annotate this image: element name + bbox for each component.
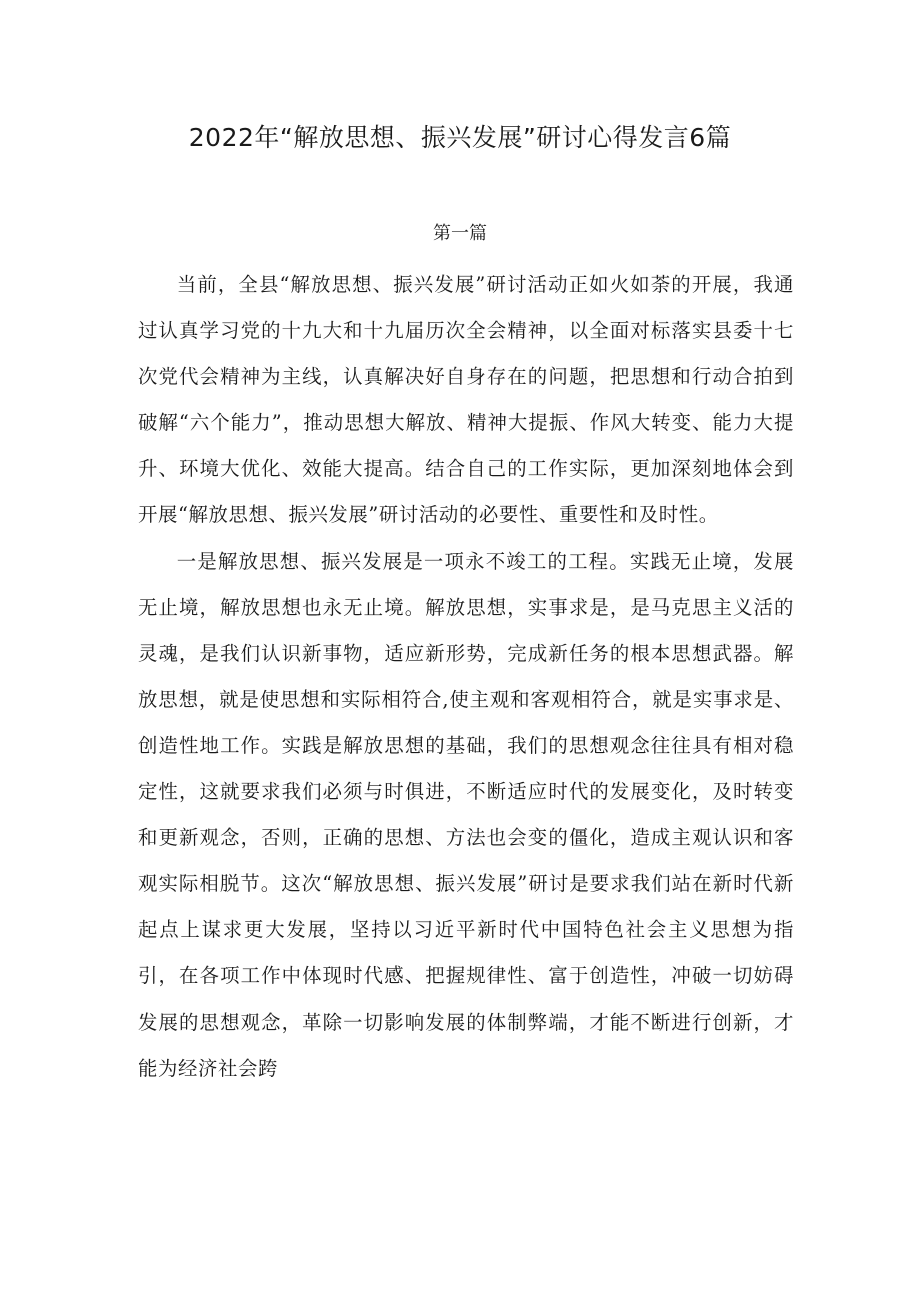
document-title: 2022年“解放思想、振兴发展”研讨心得发言6篇 <box>188 123 732 152</box>
paragraph: 一是解放思想、振兴发展是一项永不竣工的工程。实践无止境，发展无止境，解放思想也永无止境。解放思想，实事求是，是马克思主义活的灵魂，是我们认识新事物，适应新形势，完成新任务的根本思想武器。解放思想，就是使思想和实际相符合,使主观和客观相符合，就是实事求是、创造性地工作。实践是解放思想的基础，我们的思想观念往往具有相对稳定性，这就要求我们必须与时俱进，不断适应时代的发展变化，及时转变和更新观念，否则，正确的思想、方法也会变的僵化，造成主观认识和客观实际相脱节。这次“解放思想、振兴发展”研讨是要求我们站在新时代新起点上谋求更大发展，坚持以习近平新时代中国特色社会主义思想为指引，在各项工作中体现时代感、把握规律性、富于创造性，冲破一切妨碍发展的思想观念，革除一切影响发展的体制弊端，才能不断进行创新，才能为经济社会跨 <box>138 549 794 1080</box>
paragraph: 当前，全县“解放思想、振兴发展”研讨活动正如火如荼的开展，我通过认真学习党的十九大和十九届历次全会精神，以全面对标落实县委十七次党代会精神为主线，认真解决好自身存在的问题，把思想和行动合拍到破解“六个能力”，推动思想大解放、精神大提振、作风大转变、能力大提升、环境大优化、效能大提高。结合自己的工作实际，更加深刻地体会到开展“解放思想、振兴发展”研讨活动的必要性、重要性和及时性。 <box>138 273 794 527</box>
document-body <box>138 262 794 1092</box>
section-heading: 第一篇 <box>433 223 487 244</box>
